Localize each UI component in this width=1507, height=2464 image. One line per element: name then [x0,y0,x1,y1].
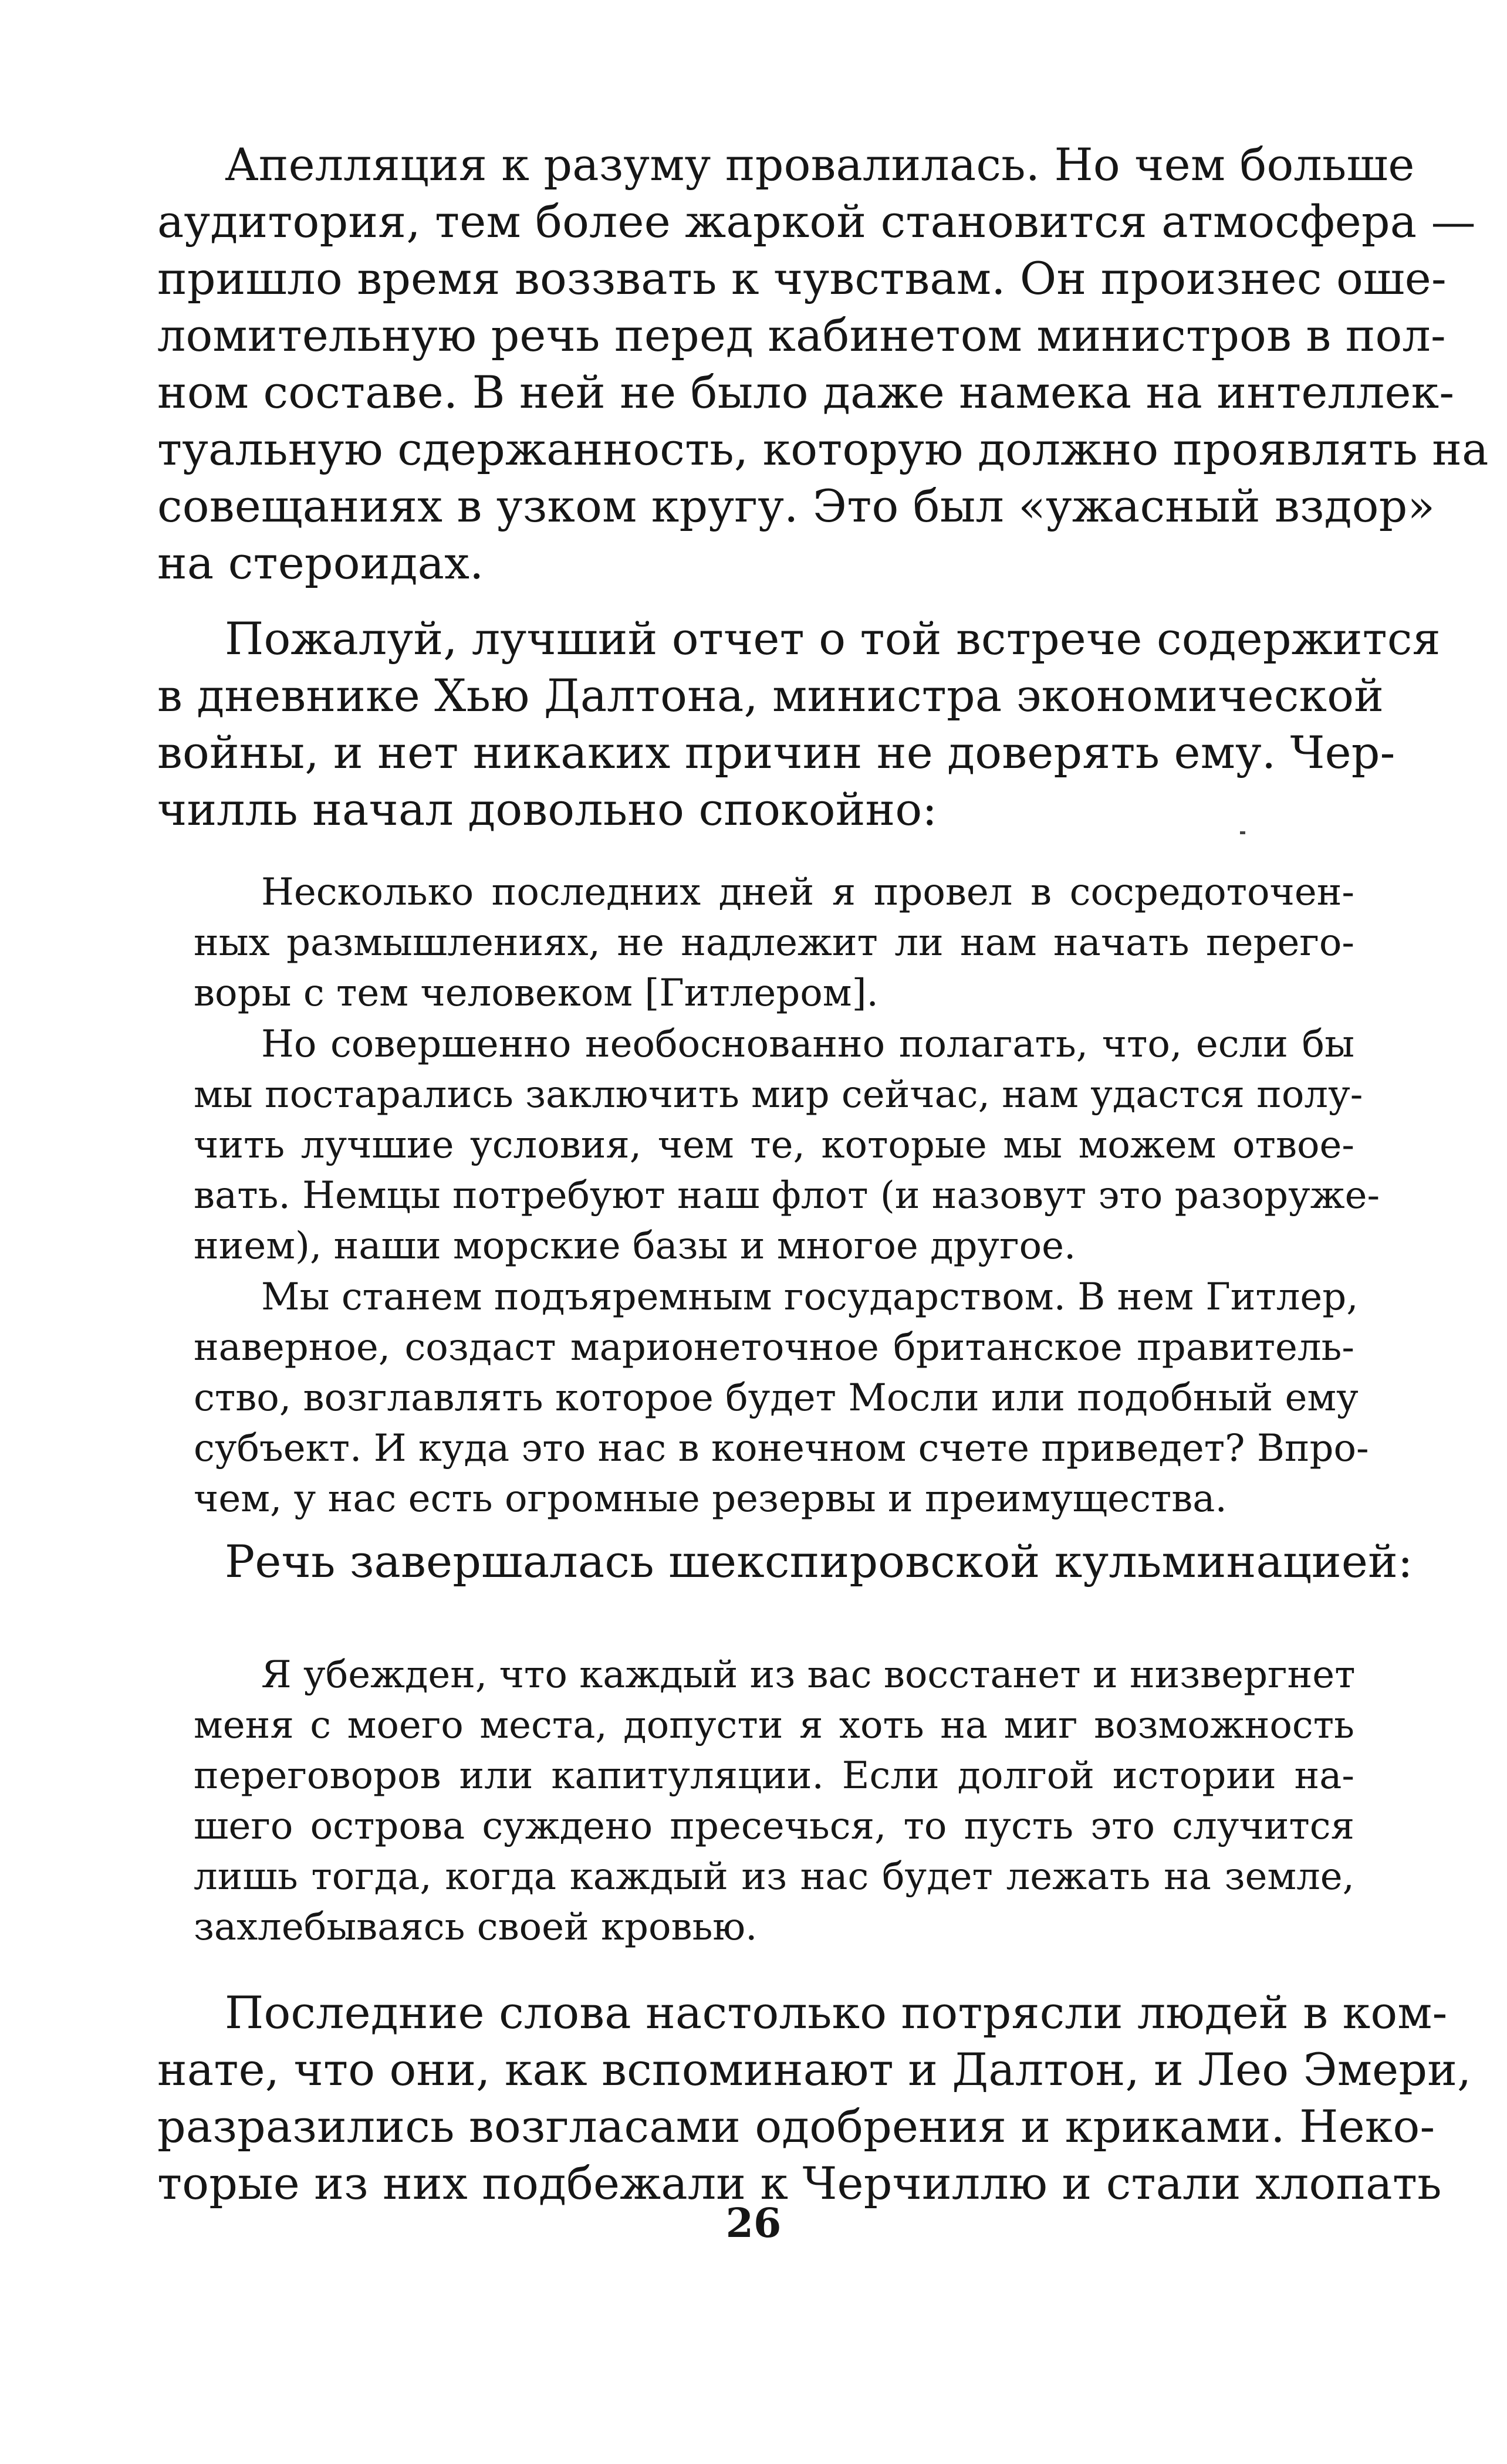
quote-line: Несколько последних дней я провел в сосредоточен- [261,871,1354,914]
text-line: торые из них подбежали к Черчиллю и стали хлопать [157,2157,1442,2209]
body-paragraph-3 [157,1533,1413,1590]
body-paragraph-2 [157,610,1441,838]
body-paragraph-1 [157,136,1489,591]
body-paragraph-4 [157,1984,1472,2212]
text-line: разразились возгласами одобрения и криками. Неко- [157,2100,1435,2152]
text-line: пришло время воззвать к чувствам. Он произнес оше- [157,252,1447,304]
text-line: Последние слова настолько потрясли людей в ком- [225,1986,1448,2039]
text-line: ломительную речь перед кабинетом министров в пол- [157,309,1446,361]
text-line: Пожалуй, лучший отчет о той встрече содержится [225,612,1441,665]
quote-line: переговоров или капитуляции. Если долгой истории на- [194,1754,1354,1798]
text-line: ном составе. В ней не было даже намека на интеллек- [157,366,1455,418]
quote-paragraph-4 [194,1650,1354,1952]
quote-line: вать. Немцы потребуют наш флот (и назовут это разоруже- [194,1174,1380,1217]
quote-line: меня с моего места, допусти я хоть на миг возможность [194,1704,1354,1747]
text-line: совещаниях в узком кругу. Это был «ужасный вздор» [157,480,1435,532]
text-line: Речь завершалась шекспировской кульминацией: [225,1535,1413,1588]
quote-line: ство, возглавлять которое будет Мосли или подобный ему [194,1376,1359,1420]
text-line: на стероидах. [157,537,484,589]
quote-line: Но совершенно необоснованно полагать, что, если бы [261,1023,1354,1066]
text-line: чилль начал довольно спокойно: [157,783,938,835]
quote-line: чить лучшие условия, чем те, которые мы можем отвое- [194,1123,1354,1167]
text-line: в дневнике Хью Далтона, министра экономической [157,669,1384,722]
quote-paragraph-2 [194,1019,1380,1271]
quote-line: мы постарались заключить мир сейчас, нам удастся полу- [194,1073,1363,1116]
quote-line: нием), наши морские базы и многое другое. [194,1224,1076,1268]
quote-line: захлебываясь своей кровью. [194,1905,758,1949]
quote-line: ных размышлениях, не надлежит ли нам начать перего- [194,921,1354,964]
text-line: аудитория, тем более жаркой становится атмосфера — [157,195,1476,248]
quote-line: воры с тем человеком [Гитлером]. [194,972,878,1015]
quote-line: лишь тогда, когда каждый из нас будет лежать на земле, [194,1855,1354,1898]
quote-line: наверное, создаст марионеточное британское правитель- [194,1326,1354,1369]
text-line: нате, что они, как вспоминают и Далтон, и Лео Эмери, [157,2043,1472,2096]
quote-line: субъект. И куда это нас в конечном счете приведет? Впро- [194,1427,1369,1470]
text-line: туальную сдержанность, которую должно проявлять на [157,423,1489,475]
page-number: 26 [725,2200,782,2247]
quote-paragraph-1 [194,867,1354,1018]
quote-line: Мы станем подъяремным государством. В нем Гитлер, [261,1275,1359,1319]
text-line: войны, и нет никаких причин не доверять ему. Чер- [157,726,1396,779]
quote-line: Я убежден, что каждый из вас восстанет и низвергнет [261,1653,1356,1697]
quote-line: шего острова суждено пресечься, то пусть это случится [194,1805,1354,1848]
quote-paragraph-3 [194,1272,1369,1524]
quote-line: чем, у нас есть огромные резервы и преимущества. [194,1477,1227,1521]
text-line: Апелляция к разуму провалилась. Но чем больше [225,138,1415,191]
print-speck [1240,831,1245,834]
